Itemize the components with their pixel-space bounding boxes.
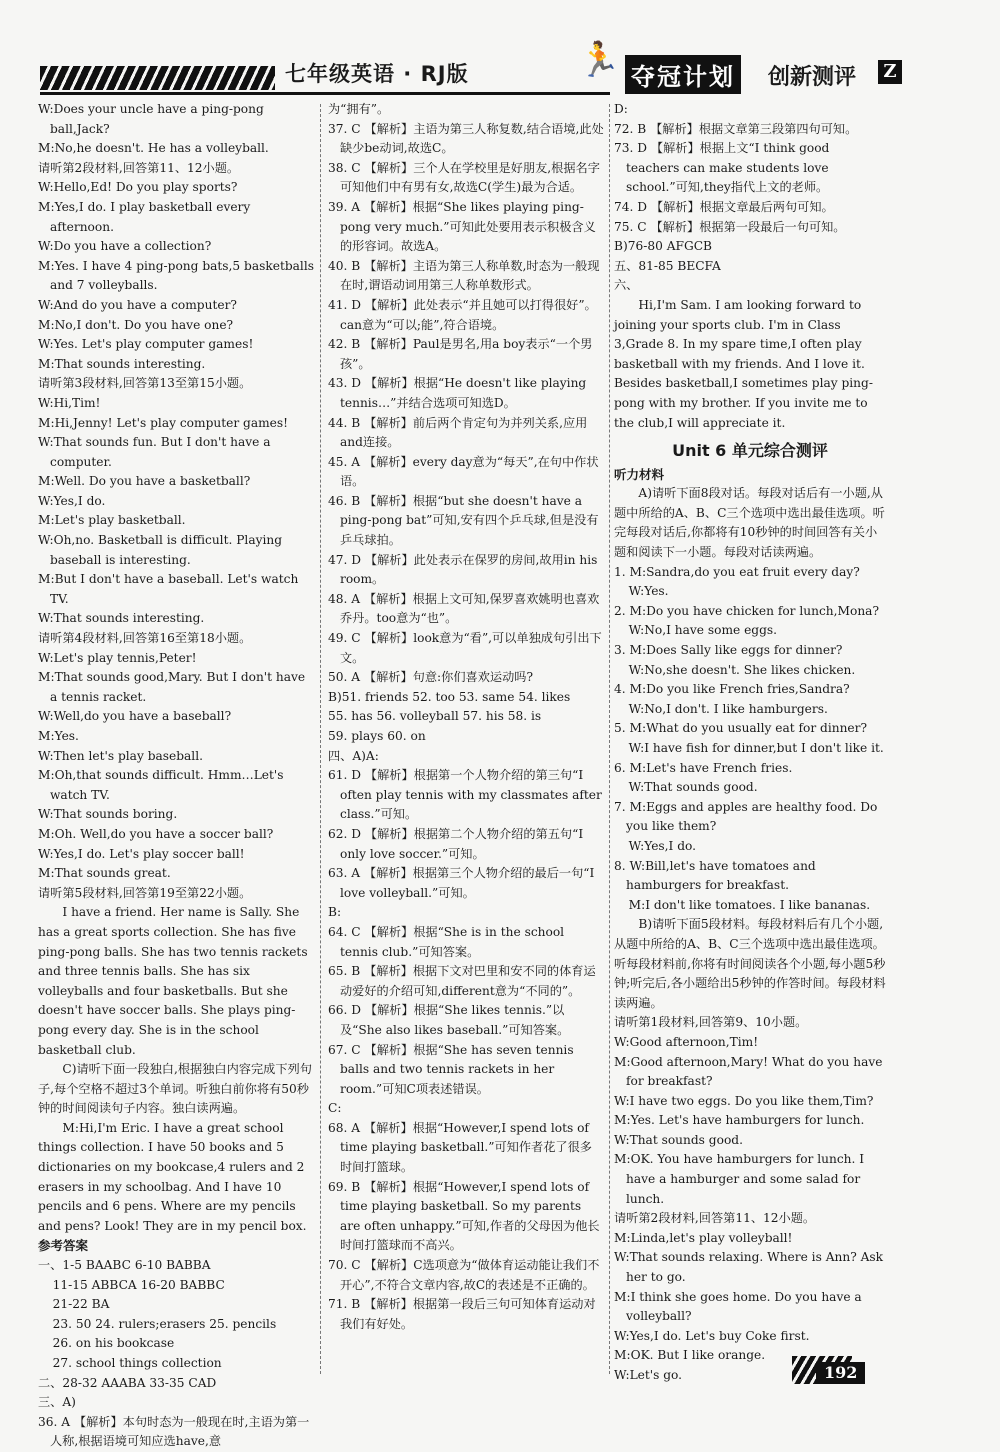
transcript-line: M:I think she goes home. Do you have a volleyball? [614, 1289, 862, 1324]
transcript-line: W:Hello,Ed! Do you play sports? [38, 180, 238, 195]
answer-item: 65. B 【解析】根据下文对巴里和安不同的体育运动爱好的介绍可知,different意为“不同的”。 [328, 964, 596, 998]
answer-item: 38. C 【解析】三个人在学校里是好朋友,根据名字可知他们中有男有女,故选C(学生)最为合适。 [328, 160, 600, 195]
answer-item: 59. plays 60. on [328, 729, 426, 743]
dialog-line: W:No,I don't. I like hamburgers. [628, 701, 828, 716]
answer-item: 41. D 【解析】此处表示“并且她可以打得很好”。can意为“可以;能”,符合语境。 [328, 297, 597, 332]
dialog-line: W:Yes,I do. [628, 838, 697, 853]
transcript-line: M:Yes,I do. I play basketball every afternoon. [38, 199, 251, 234]
answer-explanations [614, 100, 886, 296]
transcript-line: M:OK. You have hamburgers for lunch. I have a hamburger and some salad for lunch. [614, 1152, 865, 1206]
answer-explanations [328, 100, 604, 1334]
transcript-line: M:That sounds good,Mary. But I don't have a tennis racket. [38, 670, 306, 704]
transcript-line: W:Do you have a collection? [38, 239, 212, 254]
answer-item: C: [328, 1101, 342, 1116]
transcript-line: M:No,I don't. Do you have one? [38, 317, 234, 332]
answer-line: 三、A) [38, 1395, 76, 1410]
transcript-line: W:Yes. Let's play computer games! [38, 337, 254, 352]
paragraph: C)请听下面一段独白,根据独白内容完成下列句子,每个空格不超过3个单词。听独白前你将有50秒钟的时间阅读句子内容。独白读两遍。 [38, 1062, 312, 1116]
answer-item: 49. C 【解析】look意为“看”,可以单独成句引出下文。 [328, 631, 602, 665]
header-stripes [40, 66, 275, 90]
transcript-line: W:That sounds interesting. [38, 611, 205, 626]
answer-item: 39. A 【解析】根据“She likes playing ping-pong very much.”可知此处要用表示积极含义的形容词。故选A。 [328, 199, 596, 254]
answer-item: 40. B 【解析】主语为第三人称单数,时态为一般现在时,谓语动词用第三人称单数形式。 [328, 258, 600, 293]
transcript-line: W:Let's go. [614, 1368, 683, 1382]
answer-item: D: [614, 102, 628, 116]
transcript-line: W:That sounds good. [614, 1132, 743, 1147]
answer-line: 26. on his bookcase [52, 1336, 175, 1351]
dialog-line: W:Yes. [628, 584, 669, 599]
answer-line: 二、28-32 AAABA 33-35 CAD [38, 1375, 217, 1390]
runner-logo-icon: 🏃 [578, 40, 621, 80]
transcript-line: M:No,he doesn't. He has a volleyball. [38, 141, 269, 156]
brand-badge: Z [878, 60, 902, 84]
answer-line: 一、1-5 BAABC 6-10 BABBA [38, 1258, 211, 1273]
listening-transcript [614, 1013, 886, 1385]
answer-item: 74. D 【解析】根据文章最后两句可知。 [614, 199, 834, 214]
answer-item: 64. C 【解析】根据“She is in the school tennis club.”可知答案。 [328, 924, 565, 959]
answer-item: 48. A 【解析】根据上文可知,保罗喜欢姚明也喜欢乔丹。too意为“也”。 [328, 591, 600, 626]
transcript-line: M:Linda,let's play volleyball! [614, 1230, 793, 1245]
dialog-line: 5. M:What do you usually eat for dinner? [614, 721, 868, 736]
column-3 [614, 100, 886, 1386]
answer-item: 70. C 【解析】C选项意为“做体育运动能让我们不开心”,不符合文章内容,故C的表述是不正确的。 [328, 1258, 600, 1292]
transcript-line: M:Hi,Jenny! Let's play computer games! [38, 415, 289, 430]
transcript-line: W:Let's play tennis,Peter! [38, 650, 197, 665]
dialog-line: W:I have fish for dinner,but I don't like it. [628, 741, 884, 755]
transcript-line: W:Hi,Tim! [38, 395, 101, 410]
transcript-line: M:Let's play basketball. [38, 513, 186, 528]
answers-heading: 参考答案 [38, 1238, 89, 1254]
transcript-line: 请听第1段材料,回答第9、10小题。 [614, 1015, 808, 1030]
answer-line: 11-15 ABBCA 16-20 BABBC [52, 1277, 225, 1292]
answer-item: 44. B 【解析】前后两个肯定句为并列关系,应用and连接。 [328, 415, 588, 450]
dialog-line: W:That sounds good. [628, 780, 758, 795]
transcript-line: M:That sounds interesting. [38, 356, 206, 371]
transcript-line: W:Yes,I do. [38, 493, 106, 508]
paragraph: M:Hi,I'm Eric. I have a great school things collection. I have 50 books and 5 dictionaries on my bookcase,4 rulers and 2 erasers in my schoolbag. And I have 10 pencils and 6 pens. Where are my pencils and pens? Look! They are in my pencil box. [38, 1120, 307, 1233]
transcript-line: M:Oh. Well,do you have a soccer ball? [38, 826, 274, 841]
listening-heading: 听力材料 [614, 466, 665, 482]
paragraph: I have a friend. Her name is Sally. She has a great sports collection. She has five ping-pong balls. She has two tennis rackets and three tennis balls. She has six volleyballs and four basketballs. But she doesn't have soccer balls. She plays ping-pong every day. She is in the school basketball club. [38, 905, 308, 1057]
instructions: A)请听下面8段对话。每段对话后有一小题,从题中所给的A、B、C三个选项中选出最佳选项。听完每段对话后,你都将有10秒钟的时间回答有关小题和阅读下一小题。每段对话读两遍。 [614, 486, 885, 560]
transcript-line: W:Well,do you have a baseball? [38, 709, 232, 724]
answer-item: 50. A 【解析】句意:你们喜欢运动吗? [328, 670, 534, 685]
transcript-line: 请听第2段材料,回答第11、12小题。 [614, 1211, 816, 1226]
answer-item: B)76-80 AFGCB [614, 239, 712, 254]
answer-item: 45. A 【解析】every day意为“每天”,在句中作状语。 [328, 454, 599, 489]
dialog-line: 3. M:Does Sally like eggs for dinner? [614, 643, 843, 658]
dialog-line: 7. M:Eggs and apples are healthy food. Do you like them? [614, 799, 878, 834]
answer-item: 37. C 【解析】主语为第三人称复数,结合语境,此处缺少be动词,故选C。 [328, 121, 604, 156]
transcript-line: M:But I don't have a baseball. Let's watch TV. [38, 572, 299, 606]
dialog-line: W:No,I have some eggs. [628, 623, 778, 638]
dialog-line: 6. M:Let's have French fries. [614, 760, 793, 775]
transcript-line: 请听第3段材料,回答第13至第15小题。 [38, 376, 252, 391]
page-number: 192 [816, 1362, 865, 1384]
answer-item: 72. B 【解析】根据文章第三段第四句可知。 [614, 121, 858, 136]
answer-item: 73. D 【解析】根据上文“I think good teachers can make students love school.”可知,they指代上文的老师。 [614, 141, 830, 195]
transcript-line: W:And do you have a computer? [38, 297, 237, 312]
answer-line: 21-22 BA [52, 1297, 110, 1312]
answer-item: 66. D 【解析】根据“She likes tennis.”以及“She also likes baseball.”可知答案。 [328, 1003, 570, 1037]
header-rule [40, 92, 610, 95]
transcript-line: W:That sounds fun. But I don't have a computer. [38, 435, 271, 469]
transcript-line: W:Yes,I do. Let's play soccer ball! [38, 846, 245, 861]
column-divider [609, 104, 610, 1374]
transcript-line: W:Good afternoon,Tim! [614, 1034, 759, 1049]
answer-item: 为“拥有”。 [328, 102, 390, 116]
answer-item: 61. D 【解析】根据第一个人物介绍的第三句“I often play tennis with my classmates after class.”可知。 [328, 768, 602, 822]
brand-subtitle: 创新测评 [768, 65, 857, 90]
answer-item: 63. A 【解析】根据第三个人物介绍的最后一句“I love volleyball.”可知。 [328, 866, 595, 900]
brand-logo: 夺冠计划 [625, 55, 741, 94]
answer-item: B: [328, 905, 342, 920]
answer-item: B)51. friends 52. too 53. same 54. likes [328, 689, 571, 704]
answer-item: 36. A 【解析】本句时态为一般现在时,主语为第一人称,根据语境可知应选have,意 [38, 1414, 310, 1449]
transcript-line: M:Yes. I have 4 ping-pong bats,5 basketballs and 7 volleyballs. [38, 258, 314, 293]
answer-item: 四、A)A: [328, 748, 379, 763]
dialog-line: 8. W:Bill,let's have tomatoes and hamburgers for breakfast. [614, 858, 816, 893]
transcript-line: W:That sounds relaxing. Where is Ann? Ask her to go. [614, 1250, 884, 1285]
answer-line: 23. 50 24. rulers;erasers 25. pencils [52, 1316, 277, 1331]
transcript-line: M:Well. Do you have a basketball? [38, 474, 251, 489]
dialog-line: 1. M:Sandra,do you eat fruit every day? [614, 564, 860, 579]
answer-item: 75. C 【解析】根据第一段最后一句可知。 [614, 219, 846, 234]
transcript-line: 请听第5段材料,回答第19至第22小题。 [38, 885, 252, 900]
dialog-line: W:No,she doesn't. She likes chicken. [628, 662, 856, 677]
transcript-line: W:That sounds boring. [38, 807, 178, 822]
answer-item: 62. D 【解析】根据第二个人物介绍的第五句“I only love soccer.”可知。 [328, 826, 584, 861]
answer-item: 55. has 56. volleyball 57. his 58. is [328, 709, 542, 724]
transcript-line: M:Good afternoon,Mary! What do you have for breakfast? [614, 1054, 883, 1089]
writing-sample: Hi,I'm Sam. I am looking forward to joining your sports club. I'm in Class 3,Grade 8. In my spare time,I often play basketball with my friends. And I love it. Besides basketball,I sometimes play ping-pong with my brother. If you invite me to the club,I will appreciate it. [614, 297, 873, 430]
dialog-list [614, 563, 886, 916]
transcript-line: W:Then let's play baseball. [38, 748, 203, 763]
transcript-line: M:Yes. Let's have hamburgers for lunch. [614, 1113, 865, 1128]
column-divider [320, 104, 321, 1374]
dialog-line: M:I don't like tomatoes. I like bananas. [628, 897, 871, 912]
answer-line: 27. school things collection [52, 1356, 222, 1370]
column-2 [328, 100, 604, 1334]
answer-item: 43. D 【解析】根据“He doesn't like playing tennis…”并结合选项可知选D。 [328, 376, 587, 410]
answer-item: 69. B 【解析】根据“However,I spend lots of time playing basketball. So my parents are often unhappy.”可知,作者的父母因为他长时间打篮球而不高兴。 [328, 1179, 600, 1253]
answer-item: 46. B 【解析】根据“but she doesn't have a ping-pong bat”可知,安有四个乒乓球,但是没有乒乓球拍。 [328, 493, 599, 548]
answer-item: 67. C 【解析】根据“She has seven tennis balls and two tennis rackets in her room.”可知C项表述错误。 [328, 1042, 574, 1096]
dialog-line: 4. M:Do you like French fries,Sandra? [614, 682, 850, 697]
book-title: 七年级英语 · RJ版 [285, 62, 469, 86]
transcript-line: W:Yes,I do. Let's buy Coke first. [614, 1328, 810, 1343]
transcript-line: M:Oh,that sounds difficult. Hmm…Let's watch TV. [38, 768, 284, 802]
column-1 [38, 100, 314, 1452]
answer-item: 47. D 【解析】此处表示在保罗的房间,故用in his room。 [328, 552, 598, 587]
answer-item: 五、81-85 BECFA [614, 258, 721, 273]
instructions: B)请听下面5段材料。每段材料后有几个小题,从题中所给的A、B、C三个选项中选出最佳选项。听每段材料前,你将有时间阅读各个小题,每小题5秒钟;听完后,各小题给出5秒钟的作答时间。每段材料读两遍。 [614, 917, 886, 1010]
transcript-line: W:Does your uncle have a ping-pong ball,Jack? [38, 102, 264, 136]
answer-item: 42. B 【解析】Paul是男名,用a boy表示“一个男孩”。 [328, 337, 593, 371]
transcript-line: M:That sounds great. [38, 866, 171, 881]
transcript-line: M:OK. But I like orange. [614, 1348, 766, 1363]
dialog-line: 2. M:Do you have chicken for lunch,Mona? [614, 603, 879, 618]
unit-title: Unit 6 单元综合测评 [672, 441, 828, 461]
answer-item: 68. A 【解析】根据“However,I spend lots of time playing basketball.”可知作者花了很多时间打篮球。 [328, 1120, 592, 1175]
transcript-line: W:I have two eggs. Do you like them,Tim? [614, 1093, 874, 1108]
answer-item: 六、 [614, 278, 639, 293]
transcript-line: 请听第4段材料,回答第16至第18小题。 [38, 631, 252, 646]
transcript-line: W:Oh,no. Basketball is difficult. Playing baseball is interesting. [38, 533, 283, 567]
answer-key [38, 1256, 314, 1413]
listening-transcript [38, 100, 314, 903]
page-header [0, 0, 1000, 100]
transcript-line: M:Yes. [38, 729, 79, 743]
answer-item: 71. B 【解析】根据第一段后三句可知体育运动对我们有好处。 [328, 1297, 596, 1331]
transcript-line: 请听第2段材料,回答第11、12小题。 [38, 160, 240, 175]
